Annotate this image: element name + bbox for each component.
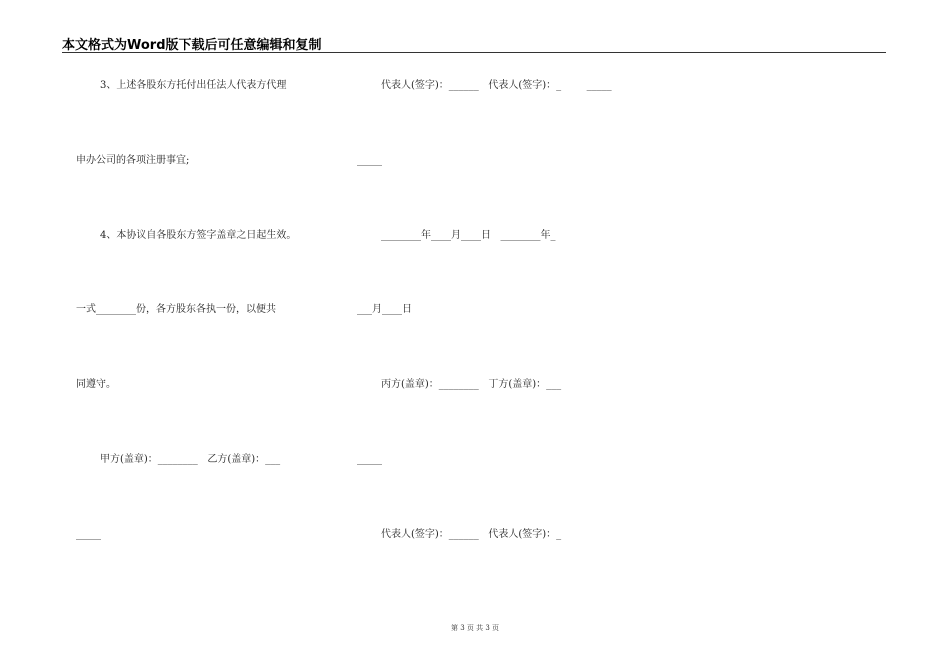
right-line-6: _____ [357,454,382,465]
right-line-1: 代表人(签字)：______ 代表人(签字)：_ _____ [381,80,612,91]
left-line-7: _____ [76,529,101,540]
left-line-6: 甲方(盖章)：________ 乙方(盖章)：___ [100,454,281,465]
right-line-5: 丙方(盖章)：________ 丁方(盖章)：___ [381,379,562,390]
right-line-3: ________年____月____日 ________年_ [381,230,556,241]
header-title: 本文格式为Word版下载后可任意编辑和复制 [62,38,322,53]
left-line-1: 3、上述各股东方托付出任法人代表方代理 [100,80,287,91]
right-line-4: ___月____日 [357,304,412,315]
page-footer: 第 3 页 共 3 页 [450,624,500,632]
page-header [62,34,886,53]
left-line-4: 一式________份，各方股东各执一份，以便共 [76,304,276,315]
right-line-7: 代表人(签字)：______ 代表人(签字)：_ [381,529,562,540]
left-line-3: 4、本协议自各股东方签字盖章之日起生效。 [100,230,297,241]
right-line-2: _____ [357,155,382,166]
left-line-5: 同遵守。 [76,379,116,390]
left-line-2: 申办公司的各项注册事宜; [76,155,190,166]
